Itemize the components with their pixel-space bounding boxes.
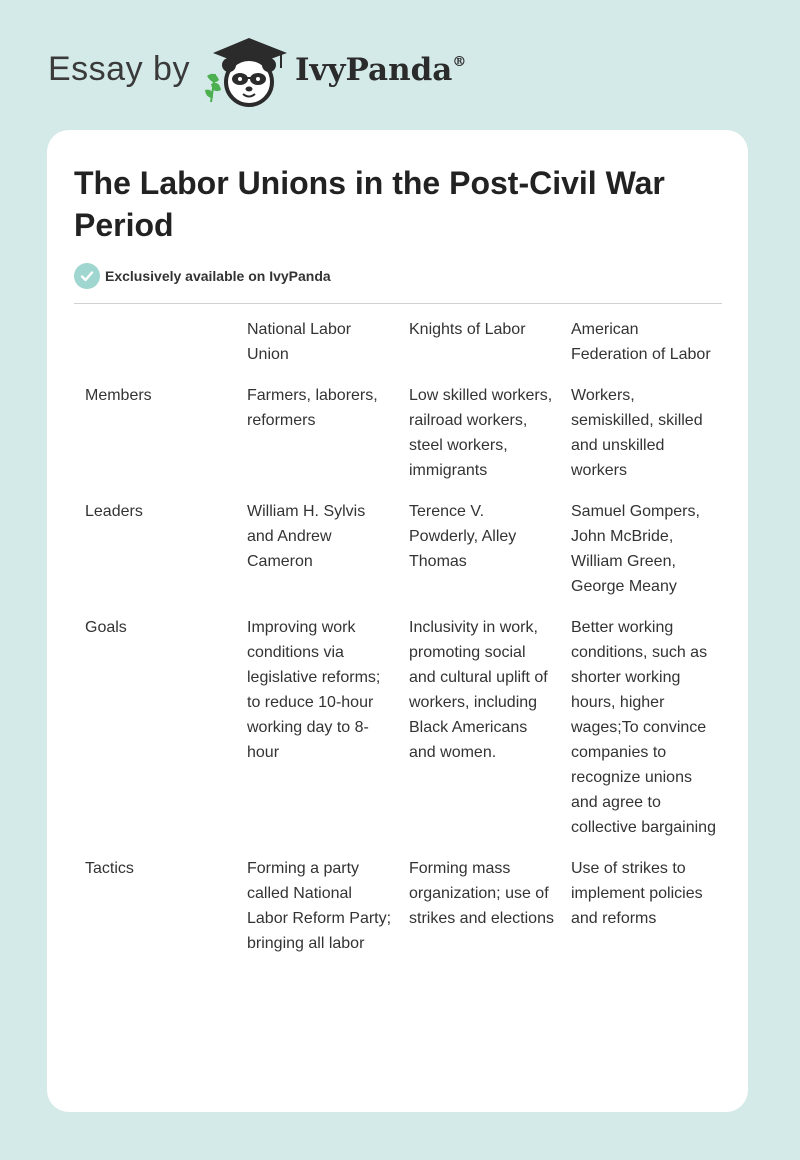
table-cell: Forming a party called National Labor Reform Party; bringing all labor [247, 860, 392, 952]
table-cell: Use of strikes to implement policies and reforms [571, 860, 703, 927]
table-row-goals [74, 615, 722, 856]
table-header-row [74, 317, 722, 383]
table-row-members [74, 383, 722, 499]
table-cell: Better working conditions, such as shorter working hours, higher wages;To convince companies to recognize unions and agree to collective bargaining [571, 619, 716, 836]
row-label-leaders: Leaders [85, 503, 143, 520]
table-cell: Low skilled workers, railroad workers, steel workers, immigrants [409, 387, 553, 479]
table-cell: Farmers, laborers, reformers [247, 387, 378, 429]
check-icon [74, 263, 100, 289]
table-cell: Inclusivity in work, promoting social and cultural uplift of workers, including Black Americans and women. [409, 619, 548, 761]
essay-by-label: Essay by [48, 50, 190, 88]
header-cell-national-labor-union: National Labor Union [247, 321, 352, 363]
header-cell-american-federation-of-labor: American Federation of Labor [571, 321, 711, 363]
page-title: The Labor Unions in the Post-Civil War Period [74, 165, 665, 243]
essay-card [47, 130, 748, 1112]
row-label-members: Members [85, 387, 152, 404]
table-cell: Improving work conditions via legislative reforms; to reduce 10-hour working day to 8-hour [247, 619, 381, 761]
table-cell: William H. Sylvis and Andrew Cameron [247, 503, 366, 570]
table-cell: Terence V. Powderly, Alley Thomas [409, 503, 517, 570]
header-cell-empty [74, 317, 236, 383]
table-row-leaders [74, 499, 722, 615]
header-cell-knights-of-labor: Knights of Labor [409, 321, 526, 338]
table-cell: Samuel Gompers, John McBride, William Green, George Meany [571, 503, 700, 595]
panda-graduate-logo-icon[interactable] [201, 36, 293, 108]
table-cell: Forming mass organization; use of strikes and elections [409, 860, 554, 927]
row-label-tactics: Tactics [85, 860, 134, 877]
table-row-tactics [74, 856, 722, 972]
site-header [48, 36, 748, 108]
badge-text: Exclusively available on IvyPanda [105, 268, 331, 284]
row-label-goals: Goals [85, 619, 127, 636]
brand-name[interactable]: IvyPanda® [295, 52, 467, 88]
divider [74, 303, 722, 304]
table-cell: Workers, semiskilled, skilled and unskilled workers [571, 387, 703, 479]
comparison-table [74, 317, 722, 972]
exclusive-badge [74, 263, 331, 289]
